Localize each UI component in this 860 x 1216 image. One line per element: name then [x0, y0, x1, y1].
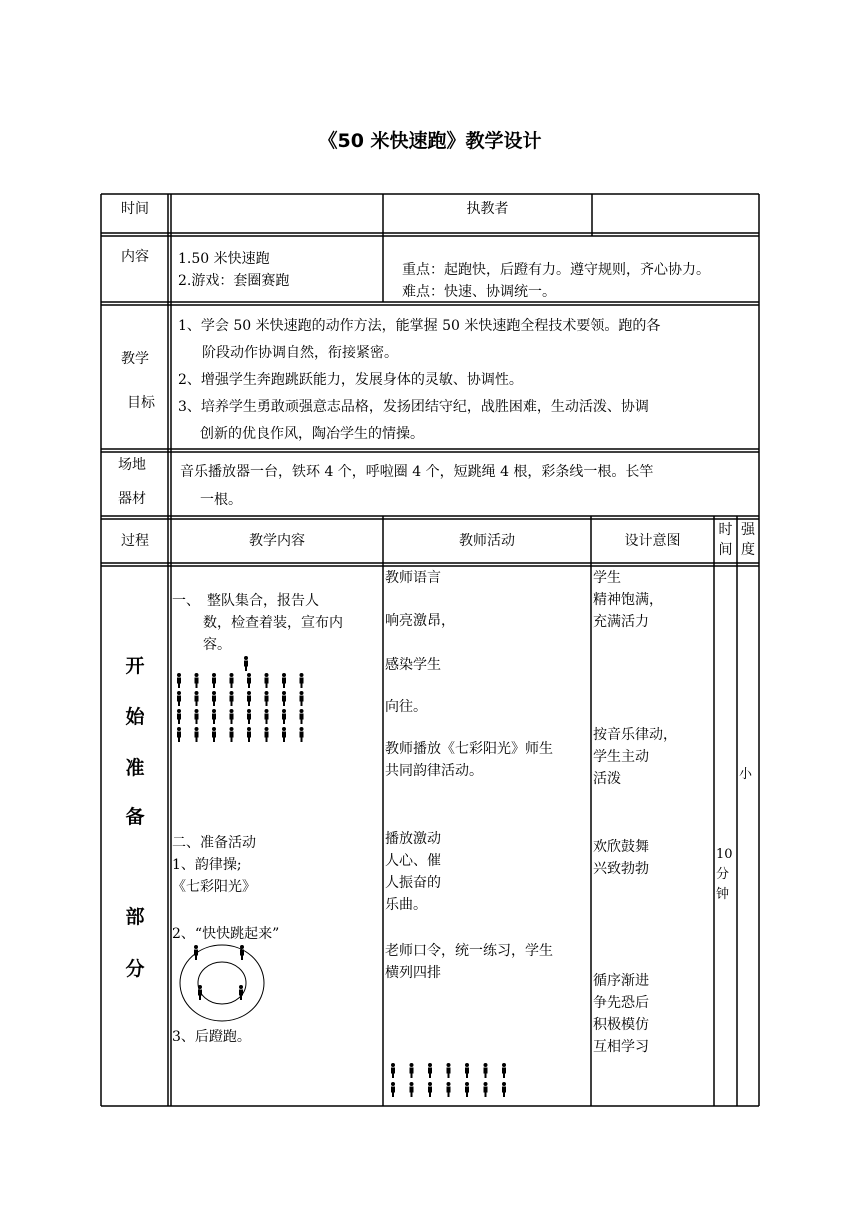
content-item1-a: 一、 整队集合，报告人 — [172, 593, 319, 609]
person-figure-icon — [230, 673, 234, 688]
header-intent: 设计意图 — [624, 533, 681, 549]
content-prep: 二、准备活动 — [172, 835, 256, 851]
intent-line: 欢欣鼓舞 — [593, 839, 649, 855]
person-figure-icon — [195, 673, 199, 688]
activity-line: 教师播放《七彩阳光》师生 — [385, 741, 553, 757]
activity-line: 人振奋的 — [385, 875, 441, 891]
activity-line: 感染学生 — [385, 657, 441, 673]
goal-line: 3、培养学生勇敢顽强意志品格，发扬团结守纪，战胜困难，生动活泼、协调 — [178, 399, 649, 415]
person-figure-icon — [282, 673, 286, 688]
content-prep2: 2、“快快跳起来” — [172, 926, 280, 942]
intent-line: 学生主动 — [593, 749, 649, 765]
person-figure-icon — [212, 709, 216, 724]
intent-line: 互相学习 — [593, 1039, 649, 1055]
person-figure-icon — [265, 727, 269, 742]
goals-list — [178, 313, 758, 448]
person-figure-icon — [391, 1082, 395, 1097]
person-figure-icon — [391, 1063, 395, 1078]
goal-line: 创新的优良作风，陶冶学生的情操。 — [200, 426, 424, 442]
header-content: 教学内容 — [249, 533, 305, 549]
header-process: 过程 — [121, 533, 149, 549]
person-figure-icon — [230, 691, 234, 706]
intensity-value: 小 — [739, 767, 753, 782]
content-prep1: 1、韵律操; — [172, 857, 242, 873]
key-point: 重点：起跑快，后蹬有力。遵守规则，齐心协力。 — [402, 262, 710, 278]
content-item1-b: 数，检查着装，宣布内 — [203, 615, 343, 631]
person-figure-icon — [282, 727, 286, 742]
rows-diagram — [388, 1062, 528, 1102]
person-figure-icon — [465, 1082, 469, 1097]
person-figure-icon — [300, 709, 304, 724]
activity-line: 人心、催 — [385, 853, 441, 869]
person-figure-icon — [300, 727, 304, 742]
phase-char: 始 — [125, 706, 145, 728]
phase-char: 开 — [125, 655, 145, 677]
intent-line: 活泼 — [593, 771, 621, 787]
phase-char: 准 — [125, 757, 145, 779]
person-figure-icon — [410, 1063, 414, 1078]
intent-line: 兴致勃勃 — [593, 861, 649, 877]
person-figure-icon — [195, 727, 199, 742]
goal-line: 阶段动作协调自然，衔接紧密。 — [202, 345, 398, 361]
intent-line: 充满活力 — [593, 614, 649, 630]
header-intensity-a: 强 — [741, 522, 755, 538]
person-figure-icon — [502, 1082, 506, 1097]
person-figure-icon — [428, 1082, 432, 1097]
activity-line: 播放激动 — [385, 831, 441, 847]
intent-line: 精神饱满， — [593, 592, 663, 608]
header-time-b: 间 — [718, 542, 733, 558]
person-figure-icon — [465, 1063, 469, 1078]
activity-line: 老师口令，统一练习，学生 — [385, 943, 553, 959]
header-time-a: 时 — [718, 522, 733, 538]
goals-label-a: 教学 — [121, 351, 149, 367]
person-figure-icon — [212, 673, 216, 688]
person-figure-icon — [247, 727, 251, 742]
time-label: 时间 — [121, 201, 149, 217]
intent-line: 学生 — [593, 570, 621, 586]
intent-line: 循序渐进 — [593, 973, 649, 989]
person-figure-icon — [447, 1082, 451, 1097]
content-label: 内容 — [121, 249, 149, 265]
activity-line: 教师语言 — [385, 570, 441, 586]
intent-line: 按音乐律动， — [593, 727, 677, 743]
key-difficulty — [402, 259, 758, 303]
person-figure-icon — [240, 945, 244, 960]
person-figure-icon — [247, 691, 251, 706]
person-figure-icon — [410, 1082, 414, 1097]
page-title: 《50 米快速跑》教学设计 — [318, 130, 542, 152]
person-figure-icon — [195, 691, 199, 706]
person-figure-icon — [247, 673, 251, 688]
content-prep3: 3、后蹬跑。 — [172, 1029, 251, 1045]
person-figure-icon — [230, 727, 234, 742]
person-figure-icon — [447, 1063, 451, 1078]
person-figure-icon — [502, 1063, 506, 1078]
equipment-text — [180, 458, 758, 514]
phase-char: 备 — [125, 806, 145, 828]
person-figure-icon — [198, 985, 202, 1000]
person-figure-icon — [195, 709, 199, 724]
time-value-c: 钟 — [716, 887, 730, 902]
activity-line: 向往。 — [385, 699, 427, 715]
content-list — [178, 248, 378, 292]
equipment-line: 音乐播放器一台，铁环 4 个，呼啦圈 4 个，短跳绳 4 根，彩条线一根。长竿 — [180, 464, 654, 480]
person-figure-icon — [244, 656, 248, 671]
goal-line: 2、增强学生奔跑跳跃能力，发展身体的灵敏、协调性。 — [178, 372, 523, 388]
person-figure-icon — [282, 691, 286, 706]
header-time — [714, 520, 737, 560]
person-figure-icon — [265, 709, 269, 724]
phase-char: 部 — [125, 906, 145, 928]
person-figure-icon — [282, 709, 286, 724]
activity-line: 横列四排 — [385, 965, 441, 981]
person-figure-icon — [177, 727, 181, 742]
person-figure-icon — [212, 727, 216, 742]
teacher-label: 执教者 — [466, 201, 509, 217]
person-figure-icon — [177, 709, 181, 724]
activity-line: 响亮激昂， — [385, 613, 455, 629]
person-figure-icon — [428, 1063, 432, 1078]
person-figure-icon — [300, 673, 304, 688]
person-figure-icon — [265, 691, 269, 706]
time-value-b: 分 — [716, 867, 730, 882]
activity-line: 乐曲。 — [385, 897, 427, 913]
person-figure-icon — [484, 1082, 488, 1097]
difficulty-point: 难点：快速、协调统一。 — [402, 284, 556, 300]
formation-diagram — [172, 655, 312, 745]
intent-line: 争先恐后 — [593, 995, 649, 1011]
person-figure-icon — [212, 691, 216, 706]
equipment-line: 一根。 — [200, 492, 242, 508]
content-item: 1.50 米快速跑 — [178, 251, 270, 267]
person-figure-icon — [247, 709, 251, 724]
venue-label-b: 器材 — [118, 491, 146, 507]
header-activity: 教师活动 — [459, 533, 515, 549]
person-figure-icon — [194, 945, 198, 960]
person-figure-icon — [177, 691, 181, 706]
content-item: 2.游戏：套圈赛跑 — [178, 273, 290, 289]
header-intensity — [737, 520, 759, 560]
content-item1-c: 容。 — [203, 637, 231, 653]
goal-line: 1、学会 50 米快速跑的动作方法，能掌握 50 米快速跑全程技术要领。跑的各 — [178, 318, 661, 334]
person-figure-icon — [484, 1063, 488, 1078]
person-figure-icon — [265, 673, 269, 688]
person-figure-icon — [300, 691, 304, 706]
person-figure-icon — [230, 709, 234, 724]
activity-line: 共同韵律活动。 — [385, 763, 483, 779]
phase-char: 分 — [125, 958, 145, 980]
content-prep1b: 《七彩阳光》 — [172, 879, 256, 895]
venue-label-a: 场地 — [118, 457, 146, 473]
time-value-a: 10 — [716, 847, 733, 862]
intent-line: 积极模仿 — [593, 1017, 649, 1033]
header-intensity-b: 度 — [741, 542, 755, 558]
person-figure-icon — [177, 673, 181, 688]
goals-label-b: 目标 — [127, 395, 155, 411]
hoop-diagram — [178, 943, 268, 1023]
